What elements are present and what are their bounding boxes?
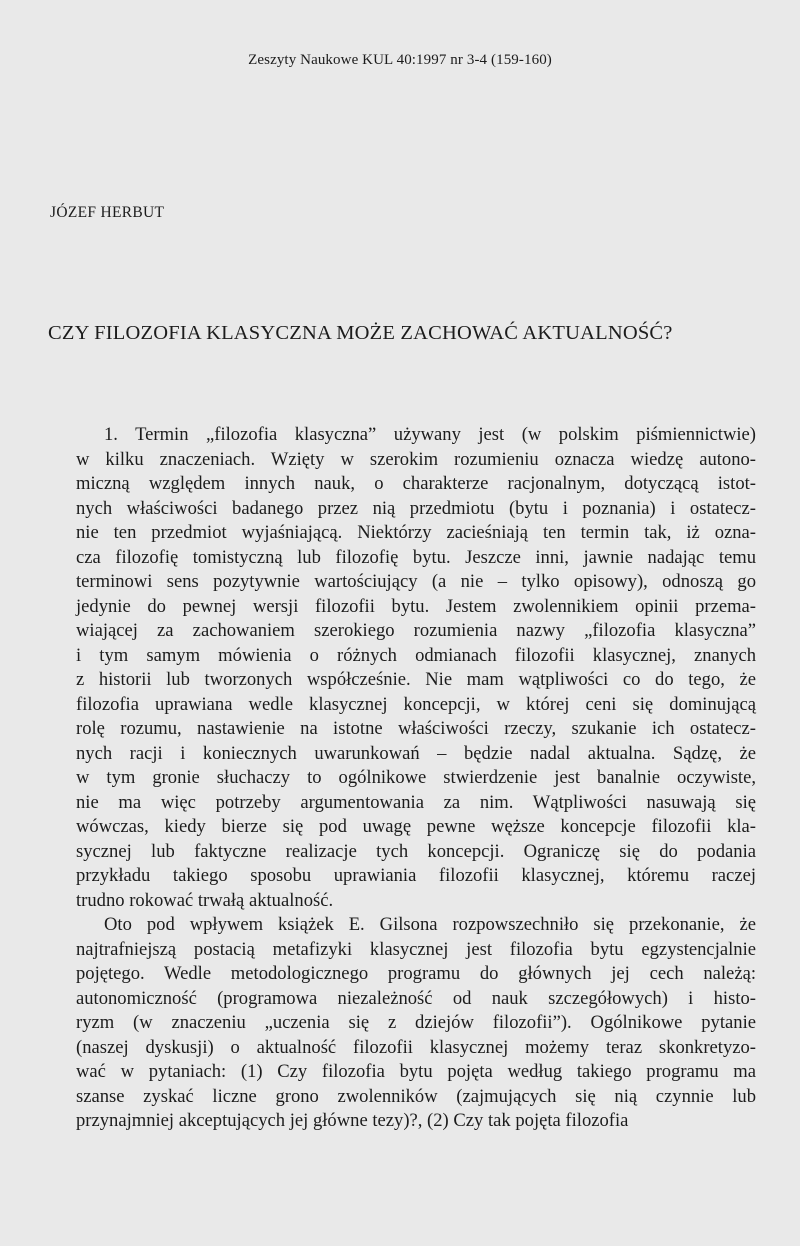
text-line: nie ten przedmiot wyjaśniającą. Niektórzy zacieśniają ten termin tak, iż ozna- bbox=[76, 522, 756, 543]
text-line: i tym samym mówienia o różnych odmianach filozofii klasycznej, znanych bbox=[76, 644, 756, 666]
text-line: najtrafniejszą postacią metafizyki klasycznej jest filozofia bytu egzystencjalnie bbox=[76, 938, 756, 960]
author-name: JÓZEF HERBUT bbox=[50, 204, 165, 221]
paragraph bbox=[76, 423, 756, 913]
text-line: wówczas, kiedy bierze się pod uwagę pewne węższe koncepcje filozofii kla- bbox=[76, 816, 756, 837]
text-line: Oto pod wpływem książek E. Gilsona rozpowszechniło się przekonanie, że bbox=[104, 914, 756, 935]
text-line: nych właściwości badanego przez nią przedmiotu (bytu i poznania) i ostatecz- bbox=[76, 497, 756, 519]
text-line: przynajmniej akceptujących jej główne tezy)?, (2) Czy tak pojęta filozofia bbox=[76, 1110, 629, 1131]
text-line: w tym gronie słuchaczy to ogólnikowe stwierdzenie jest banalnie oczywiste, bbox=[76, 767, 756, 788]
text-line: rolę rozumu, nastawienie na istotne właściwości rzeczy, szukanie ich ostatecz- bbox=[76, 718, 756, 739]
text-line: w kilku znaczeniach. Wzięty w szerokim rozumieniu oznacza wiedzę autono- bbox=[76, 448, 756, 470]
text-line: sycznej lub faktyczne realizacje tych koncepcji. Ograniczę się do podania bbox=[76, 840, 756, 862]
text-line: (naszej dyskusji) o aktualność filozofii klasycznej możemy teraz skonkretyzo- bbox=[76, 1036, 756, 1058]
text-line: autonomiczność (programowa niezależność od nauk szczegółowych) i histo- bbox=[76, 987, 756, 1009]
text-line: 1. Termin „filozofia klasyczna” używany jest (w polskim piśmiennictwie) bbox=[104, 424, 756, 445]
text-line: pojętego. Wedle metodologicznego programu do głównych jej cech należą: bbox=[76, 963, 756, 984]
article-body bbox=[76, 423, 756, 1134]
text-line: miczną względem innych nauk, o charakterze racjonalnym, dotyczącą istot- bbox=[76, 473, 756, 494]
text-line: jedynie do pewnej wersji filozofii bytu. Jestem zwolennikiem opinii przema- bbox=[76, 595, 756, 617]
text-line: wiającej za zachowaniem szerokiego rozumienia nazwy „filozofia klasyczna” bbox=[76, 620, 756, 641]
text-line: wać w pytaniach: (1) Czy filozofia bytu pojęta według takiego programu ma bbox=[76, 1061, 756, 1082]
paragraph bbox=[76, 913, 756, 1134]
text-line: nych racji i koniecznych uwarunkowań – będzie nadal aktualna. Sądzę, że bbox=[76, 742, 756, 764]
text-line: filozofia uprawiana wedle klasycznej koncepcji, w której ceni się dominującą bbox=[76, 693, 756, 715]
text-line: ryzm (w znaczeniu „uczenia się z dziejów filozofii”). Ogólnikowe pytanie bbox=[76, 1012, 756, 1033]
text-line: z historii lub tworzonych współcześnie. Nie mam wątpliwości co do tego, że bbox=[76, 669, 756, 690]
text-line: przykładu takiego sposobu uprawiania filozofii klasycznej, któremu raczej bbox=[76, 865, 756, 886]
text-line: trudno rokować trwałą aktualność. bbox=[76, 889, 334, 911]
text-line: cza filozofię tomistyczną lub filozofię bytu. Jeszcze inni, jawnie nadając temu bbox=[76, 546, 756, 568]
text-line: szanse zyskać liczne grono zwolenników (zajmujących się nią czynnie lub bbox=[76, 1085, 756, 1107]
text-line: nie ma więc potrzeby argumentowania za nim. Wątpliwości nasuwają się bbox=[76, 791, 756, 813]
article-title: CZY FILOZOFIA KLASYCZNA MOŻE ZACHOWAĆ AKTUALNOŚĆ? bbox=[48, 322, 673, 344]
text-line: terminowi sens pozytywnie wartościujący (a nie – tylko opisowy), odnoszą go bbox=[76, 571, 756, 592]
running-head: Zeszyty Naukowe KUL 40:1997 nr 3-4 (159-160) bbox=[248, 52, 552, 68]
